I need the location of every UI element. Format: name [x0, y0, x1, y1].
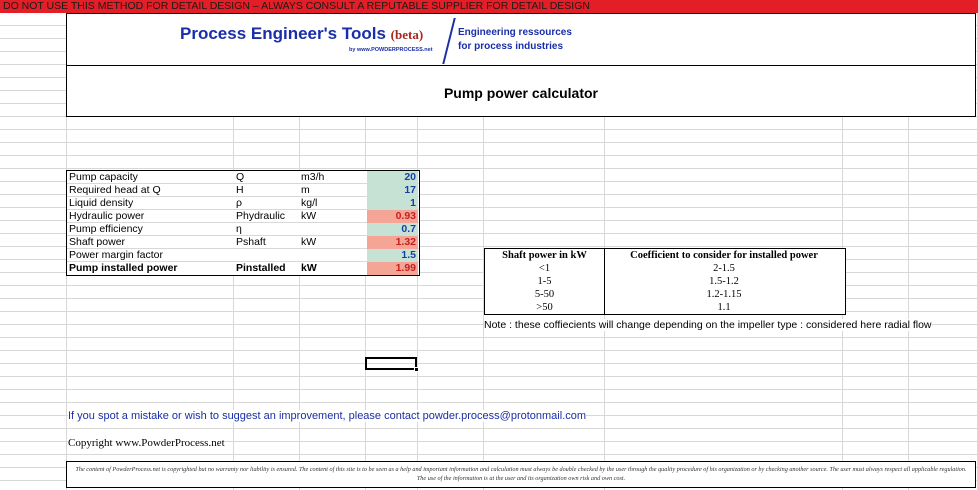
power-margin-symbol[interactable]: [236, 249, 300, 262]
fill-handle[interactable]: [414, 367, 419, 372]
brand-title-text: Process Engineer's Tools: [180, 24, 386, 43]
power-margin-label[interactable]: Power margin factor: [69, 249, 163, 261]
shaft-power-symbol[interactable]: Pshaft: [236, 236, 266, 248]
required-head-label[interactable]: Required head at Q: [69, 184, 161, 196]
required-head-symbol[interactable]: H: [236, 184, 244, 196]
selected-cell-cursor[interactable]: [365, 357, 417, 370]
header-shaft-power[interactable]: Shaft power in kW: [485, 249, 605, 262]
installed-power-label[interactable]: Pump installed power: [69, 262, 178, 274]
coefficient-row: [485, 275, 845, 288]
shaft-power-unit[interactable]: kW: [301, 236, 317, 248]
liquid-density-unit[interactable]: kg/l: [301, 197, 318, 209]
shaft-power-label[interactable]: Shaft power: [69, 236, 126, 248]
coefficient-power-range[interactable]: 1-5: [485, 275, 605, 288]
row-pump-efficiency: [67, 223, 419, 236]
coefficient-value[interactable]: 2-1.5: [713, 263, 735, 274]
brand-tagline-line1: Engineering ressources: [458, 27, 572, 38]
hydraulic-power-label[interactable]: Hydraulic power: [69, 210, 145, 222]
warning-banner: DO NOT USE THIS METHOD FOR DETAIL DESIGN – ALWAYS CONSULT A REPUTABLE SUPPLIER FOR DETAIL DESIGN: [0, 0, 978, 13]
coefficient-row: [485, 288, 845, 301]
page-title: Pump power calculator: [443, 85, 599, 101]
hydraulic-power-unit[interactable]: kW: [301, 210, 317, 222]
coefficient-power-range[interactable]: 5-50: [485, 288, 605, 301]
impeller-note[interactable]: Note : these coffiecients will change depending on the impeller type : considered here radial flow: [484, 319, 932, 331]
installed-power-result[interactable]: 1.99: [367, 262, 418, 275]
installed-power-unit[interactable]: kW: [301, 262, 317, 274]
coefficient-row: [485, 262, 845, 275]
coefficient-value[interactable]: 1.5-1.2: [709, 276, 739, 287]
required-head-input[interactable]: 17: [367, 184, 418, 197]
row-power-margin: [67, 249, 419, 262]
copyright: Copyright www.PowderProcess.net: [68, 437, 225, 449]
hydraulic-power-result[interactable]: 0.93: [367, 210, 418, 223]
row-liquid-density: [67, 197, 419, 210]
coefficient-table: [484, 248, 846, 315]
liquid-density-label[interactable]: Liquid density: [69, 197, 134, 209]
installed-power-symbol[interactable]: Pinstalled: [236, 262, 286, 274]
shaft-power-result[interactable]: 1.32: [367, 236, 418, 249]
coefficient-table-header: [485, 249, 845, 262]
liquid-density-input[interactable]: 1: [367, 197, 418, 210]
pump-efficiency-input[interactable]: 0.7: [367, 223, 418, 236]
brand-beta: (beta): [390, 27, 424, 42]
title-box: [66, 65, 976, 117]
coefficient-value[interactable]: 1.2-1.15: [706, 289, 742, 300]
hydraulic-power-symbol[interactable]: Phydraulic: [236, 210, 286, 222]
pump-capacity-unit[interactable]: m3/h: [301, 171, 325, 183]
row-pump-capacity: [67, 171, 419, 184]
brand-subtitle: by www.POWDERPROCESS.net: [349, 47, 433, 53]
row-required-head: [67, 184, 419, 197]
brand-tagline: [458, 26, 572, 54]
pump-capacity-label[interactable]: Pump capacity: [69, 171, 138, 183]
row-shaft-power: [67, 236, 419, 249]
row-hydraulic-power: [67, 210, 419, 223]
header-coefficient[interactable]: Coefficient to consider for installed power: [630, 250, 818, 261]
required-head-unit[interactable]: m: [301, 184, 310, 196]
brand-tagline-line2: for process industries: [458, 41, 564, 52]
pump-capacity-symbol[interactable]: Q: [236, 171, 245, 183]
coefficient-power-range[interactable]: <1: [485, 262, 605, 275]
brand-slash-divider: [442, 18, 455, 64]
pump-efficiency-unit[interactable]: [301, 223, 365, 236]
row-installed-power: [67, 262, 419, 275]
power-margin-unit[interactable]: [301, 249, 365, 262]
power-margin-input[interactable]: 1.5: [367, 249, 418, 262]
coefficient-row: [485, 301, 845, 314]
coefficient-power-range[interactable]: >50: [485, 301, 605, 314]
brand-title: [180, 24, 423, 44]
calculator-table: [66, 170, 420, 276]
brand-header: [66, 13, 976, 65]
liquid-density-symbol[interactable]: ρ: [236, 197, 242, 209]
contact-line[interactable]: If you spot a mistake or wish to suggest an improvement, please contact powder.process@protonmail.com: [68, 410, 587, 422]
disclaimer: The content of PowderProcess.net is copyrighted but no warranty nor liability is ensured. The content of this site is to be seen as a help and important information and calculation must always be double checked by the user through the quality procedure of his organization or by checking another source. The user must always respect all applicable regulation. The use of the information is at the user and its organization own risk and own cost.: [66, 461, 976, 488]
pump-efficiency-label[interactable]: Pump efficiency: [69, 223, 143, 235]
pump-efficiency-symbol[interactable]: η: [236, 223, 242, 235]
pump-capacity-input[interactable]: 20: [367, 171, 418, 184]
coefficient-value[interactable]: 1.1: [717, 302, 731, 313]
